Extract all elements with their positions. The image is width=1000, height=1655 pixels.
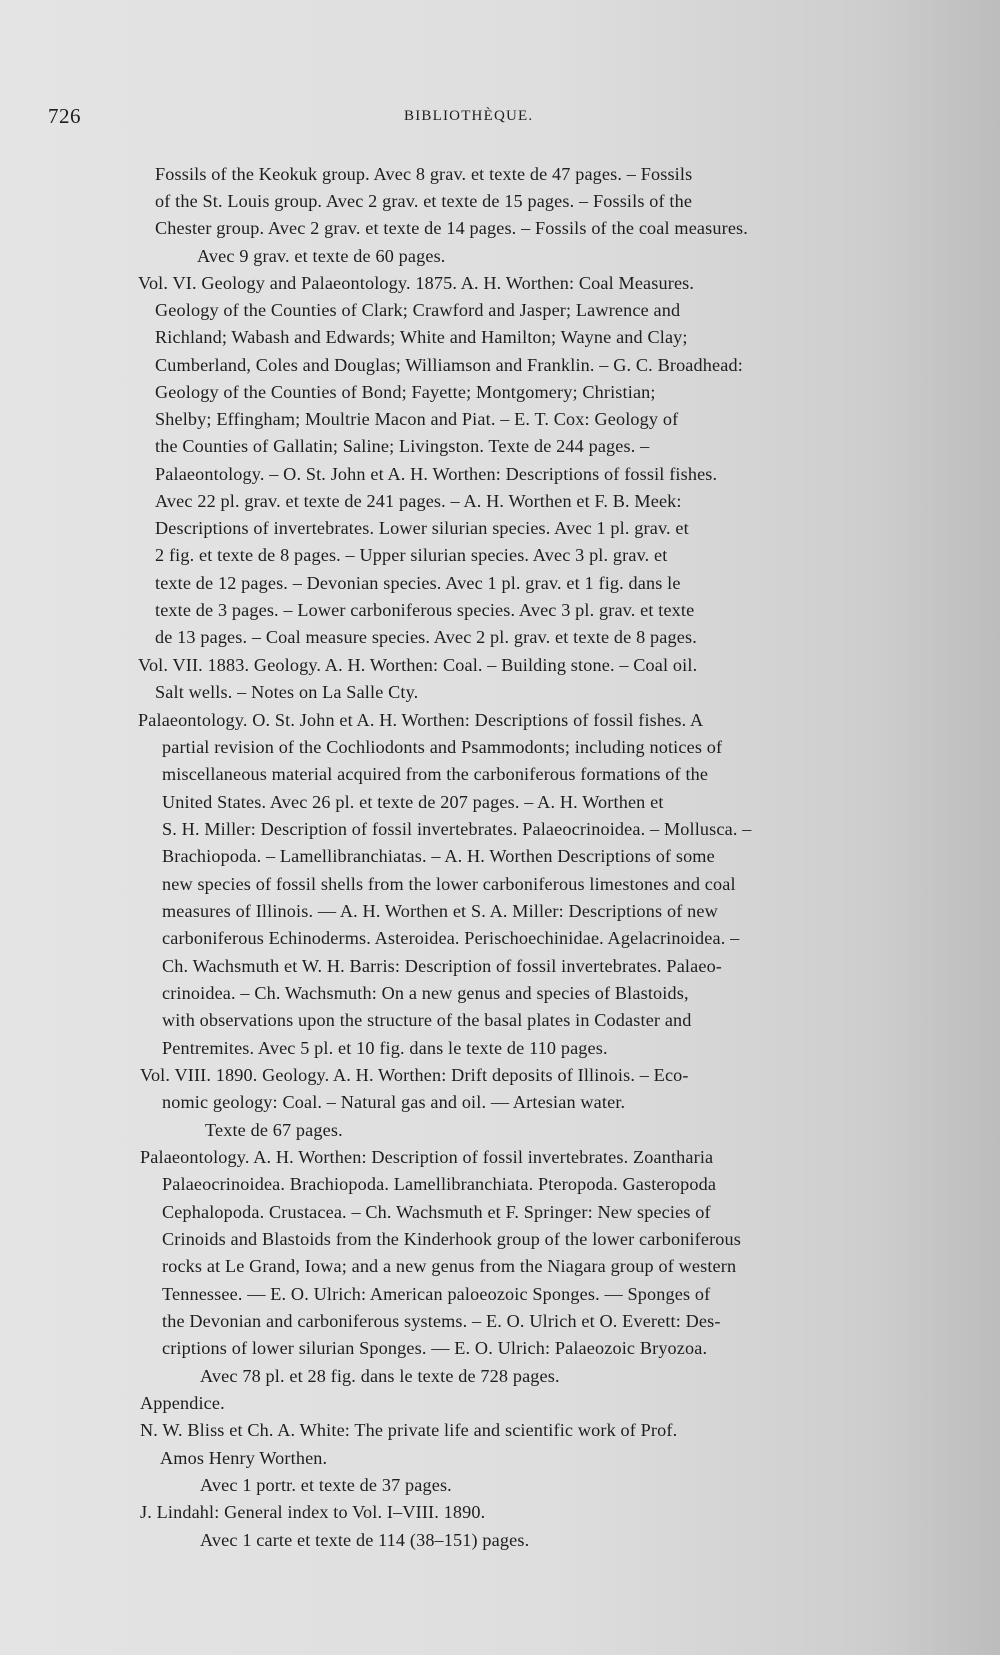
text-line: the Counties of Gallatin; Saline; Livingston. Texte de 244 pages. – xyxy=(155,436,650,456)
text-line: United States. Avec 26 pl. et texte de 207 pages. – A. H. Worthen et xyxy=(162,792,664,812)
text-line: with observations upon the structure of the basal plates in Codaster and xyxy=(162,1010,692,1030)
text-line: Chester group. Avec 2 grav. et texte de 14 pages. – Fossils of the coal measures. xyxy=(155,218,748,238)
text-line: Descriptions of invertebrates. Lower silurian species. Avec 1 pl. grav. et xyxy=(155,518,689,538)
text-line: Avec 9 grav. et texte de 60 pages. xyxy=(197,246,446,266)
text-line: 2 fig. et texte de 8 pages. – Upper silurian species. Avec 3 pl. grav. et xyxy=(155,545,668,565)
text-line: miscellaneous material acquired from the carboniferous formations of the xyxy=(162,764,709,784)
text-line: Appendice. xyxy=(140,1393,225,1413)
text-line: Cumberland, Coles and Douglas; Williamson and Franklin. – G. C. Broadhead: xyxy=(155,355,743,375)
text-line: Tennessee. — E. O. Ulrich: American paloeozoic Sponges. — Sponges of xyxy=(162,1284,711,1304)
text-line: Shelby; Effingham; Moultrie Macon and Piat. – E. T. Cox: Geology of xyxy=(155,409,679,429)
text-line: Vol. VII. 1883. Geology. A. H. Worthen: Coal. – Building stone. – Coal oil. xyxy=(138,655,698,675)
text-line: Avec 22 pl. grav. et texte de 241 pages. – A. H. Worthen et F. B. Meek: xyxy=(155,491,682,511)
text-line: Geology of the Counties of Bond; Fayette; Montgomery; Christian; xyxy=(155,382,656,402)
text-line: N. W. Bliss et Ch. A. White: The private life and scientific work of Prof. xyxy=(140,1420,678,1440)
text-line: Pentremites. Avec 5 pl. et 10 fig. dans le texte de 110 pages. xyxy=(162,1038,608,1058)
text-line: Palaeontology. – O. St. John et A. H. Worthen: Descriptions of fossil fishes. xyxy=(155,464,718,484)
text-line: Texte de 67 pages. xyxy=(205,1120,343,1140)
text-line: Fossils of the Keokuk group. Avec 8 grav. et texte de 47 pages. – Fossils xyxy=(155,164,693,184)
text-line: Avec 1 carte et texte de 114 (38–151) pages. xyxy=(200,1530,530,1550)
text-line: Palaeontology. A. H. Worthen: Description of fossil invertebrates. Zoantharia xyxy=(140,1147,714,1167)
text-line: de 13 pages. – Coal measure species. Avec 2 pl. grav. et texte de 8 pages. xyxy=(155,627,697,647)
text-line: texte de 12 pages. – Devonian species. Avec 1 pl. grav. et 1 fig. dans le xyxy=(155,573,681,593)
text-line: carboniferous Echinoderms. Asteroidea. Perischoechinidae. Agelacrinoidea. – xyxy=(162,928,740,948)
text-line: Richland; Wabash and Edwards; White and Hamilton; Wayne and Clay; xyxy=(155,327,688,347)
text-line: Vol. VIII. 1890. Geology. A. H. Worthen: Drift deposits of Illinois. – Eco- xyxy=(140,1065,689,1085)
text-line: Avec 1 portr. et texte de 37 pages. xyxy=(200,1475,452,1495)
text-line: Palaeontology. O. St. John et A. H. Worthen: Descriptions of fossil fishes. A xyxy=(138,710,704,730)
text-line: of the St. Louis group. Avec 2 grav. et texte de 15 pages. – Fossils of the xyxy=(155,191,693,211)
text-line: rocks at Le Grand, Iowa; and a new genus from the Niagara group of western xyxy=(162,1256,737,1276)
text-line: Salt wells. – Notes on La Salle Cty. xyxy=(155,682,419,702)
text-line: nomic geology: Coal. – Natural gas and oil. — Artesian water. xyxy=(162,1092,626,1112)
page-header xyxy=(0,104,1000,130)
text-line: Palaeocrinoidea. Brachiopoda. Lamellibranchiata. Pteropoda. Gasteropoda xyxy=(162,1174,717,1194)
text-line: Amos Henry Worthen. xyxy=(160,1448,328,1468)
text-line: J. Lindahl: General index to Vol. I–VIII. 1890. xyxy=(140,1502,486,1522)
text-line: Geology of the Counties of Clark; Crawford and Jasper; Lawrence and xyxy=(155,300,681,320)
text-line: texte de 3 pages. – Lower carboniferous species. Avec 3 pl. grav. et texte xyxy=(155,600,695,620)
page-number: 726 xyxy=(48,104,81,128)
text-line: criptions of lower silurian Sponges. — E. O. Ulrich: Palaeozoic Bryozoa. xyxy=(162,1338,708,1358)
text-line: S. H. Miller: Description of fossil invertebrates. Palaeocrinoidea. – Mollusca. – xyxy=(162,819,752,839)
text-line: Ch. Wachsmuth et W. H. Barris: Description of fossil invertebrates. Palaeo- xyxy=(162,956,723,976)
text-line: the Devonian and carboniferous systems. – E. O. Ulrich et O. Everett: Des- xyxy=(162,1311,721,1331)
text-line: Vol. VI. Geology and Palaeontology. 1875. A. H. Worthen: Coal Measures. xyxy=(138,273,695,293)
text-line: new species of fossil shells from the lower carboniferous limestones and coal xyxy=(162,874,736,894)
text-line: Cephalopoda. Crustacea. – Ch. Wachsmuth et F. Springer: New species of xyxy=(162,1202,711,1222)
text-line: partial revision of the Cochliodonts and Psammodonts; including notices of xyxy=(162,737,723,757)
text-line: measures of Illinois. — A. H. Worthen et S. A. Miller: Descriptions of new xyxy=(162,901,718,921)
text-line: Brachiopoda. – Lamellibranchiatas. – A. H. Worthen Descriptions of some xyxy=(162,846,715,866)
text-line: Crinoids and Blastoids from the Kinderhook group of the lower carboniferous xyxy=(162,1229,741,1249)
text-line: crinoidea. – Ch. Wachsmuth: On a new genus and species of Blastoids, xyxy=(162,983,689,1003)
text-line: Avec 78 pl. et 28 fig. dans le texte de 728 pages. xyxy=(200,1366,560,1386)
running-title: BIBLIOTHÈQUE. xyxy=(404,108,534,124)
